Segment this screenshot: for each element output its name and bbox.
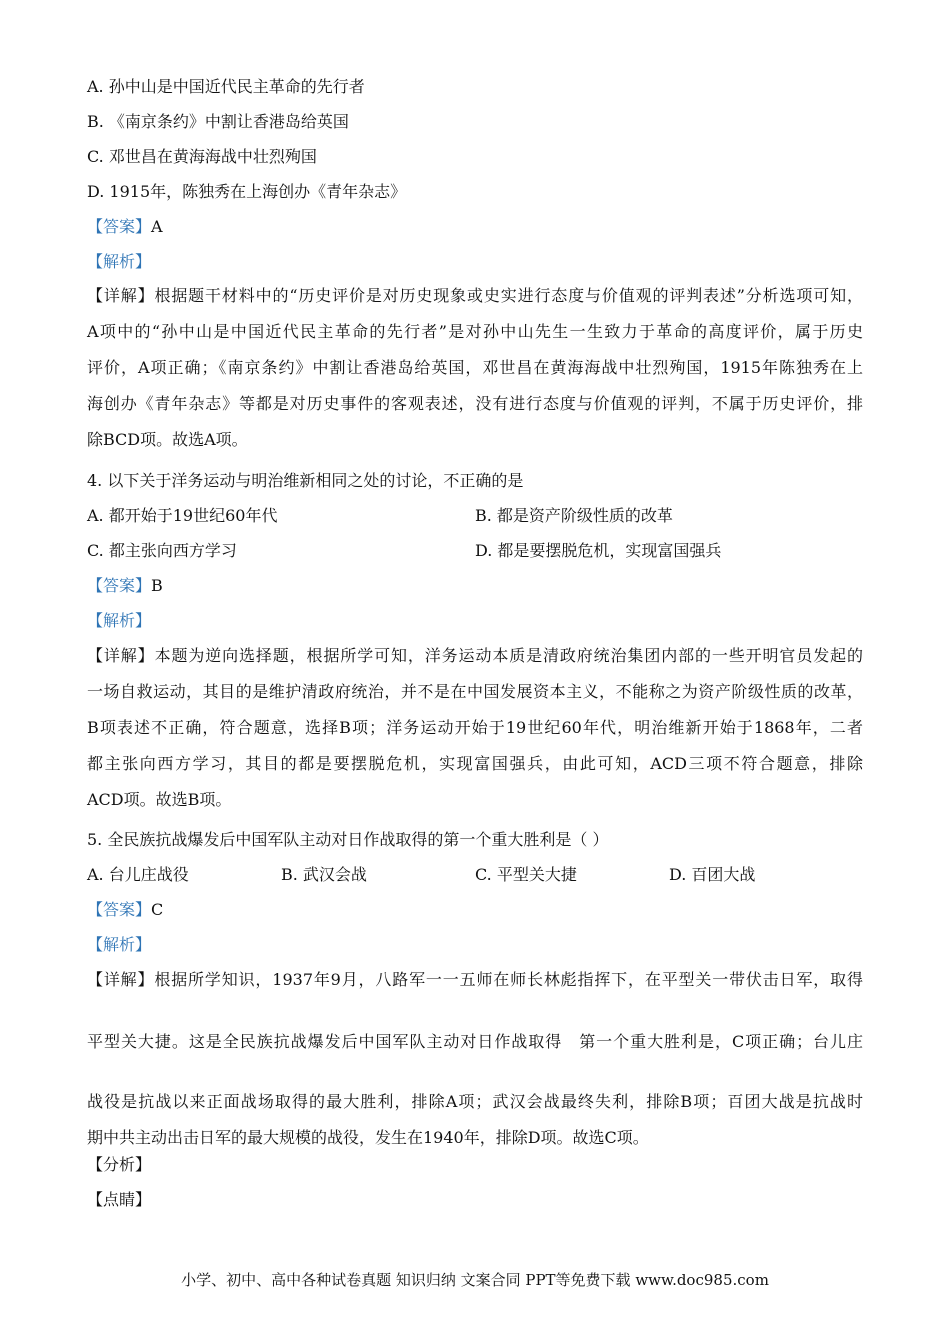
detail-line: 都主张向西方学习，其目的都是要摆脱危机，实现富国强兵，由此可知，ACD三项不符合题意，排除 <box>87 754 863 773</box>
q4-option-a: A. 都开始于19世纪60年代 <box>87 506 278 525</box>
q4-detail <box>87 646 863 810</box>
detail-line: 除BCD项。故选A项。 <box>87 430 248 449</box>
answer-tag: 【答案】 <box>87 576 152 595</box>
answer-tag: 【答案】 <box>87 900 152 919</box>
answer-value: C <box>151 900 164 919</box>
detail-line: 根据所学知识，1937年9月，八路军一一五师在师长林彪指挥下，在平型关一带伏击日军，取得 <box>154 970 863 989</box>
q5-option-c: C. 平型关大捷 <box>475 865 577 884</box>
detail-line: B项表述不正确，符合题意，选择B项；洋务运动开始于19世纪60年代，明治维新开始于1868年，二者 <box>87 718 863 737</box>
detail-tag: 【详解】 <box>87 970 155 989</box>
q4-option-b: B. 都是资产阶级性质的改革 <box>475 506 673 525</box>
q5-answer <box>87 900 163 920</box>
detail-line: 期中共主动出击日军的最大规模的战役，发生在1940年，排除D项。故选C项。 <box>87 1128 649 1147</box>
detail-line: 评价，A项正确；《南京条约》中割让香港岛给英国，邓世昌在黄海海战中壮烈殉国，1915年陈独秀在上 <box>87 358 863 377</box>
q3-option-c: C. 邓世昌在黄海海战中壮烈殉国 <box>87 147 317 166</box>
detail-line: 平型关大捷。这是全民族抗战爆发后中国军队主动对日作战取得 第一个重大胜利是，C项正确；台儿庄 <box>87 1032 863 1051</box>
q4-stem: 4. 以下关于洋务运动与明治维新相同之处的讨论，不正确的是 <box>87 471 524 490</box>
q3-option-d: D. 1915年，陈独秀在上海创办《青年杂志》 <box>87 182 407 201</box>
detail-line: ACD项。故选B项。 <box>87 790 232 809</box>
q4-answer <box>87 576 163 596</box>
q3-option-a: A. 孙中山是中国近代民主革命的先行者 <box>87 77 365 96</box>
detail-line: 战役是抗战以来正面战场取得的最大胜利，排除A项；武汉会战最终失利，排除B项；百团大战是抗战时 <box>87 1092 863 1111</box>
q5-detail <box>87 970 863 1148</box>
q3-analysis-tag: 【解析】 <box>87 252 152 271</box>
q5-option-a: A. 台儿庄战役 <box>87 865 189 884</box>
q5-option-b: B. 武汉会战 <box>281 865 367 884</box>
page-footer: 小学、初中、高中各种试卷真题 知识归纳 文案合同 PPT等免费下载 www.doc985.com <box>181 1271 769 1289</box>
detail-line: 本题为逆向选择题，根据所学可知，洋务运动本质是清政府统治集团内部的一些开明官员发起的 <box>154 646 863 665</box>
detail-tag: 【详解】 <box>87 646 155 665</box>
q4-analysis-tag: 【解析】 <box>87 611 152 630</box>
q3-detail <box>87 286 863 450</box>
answer-value: B <box>151 576 163 595</box>
answer-value: A <box>151 217 163 236</box>
answer-tag: 【答案】 <box>87 217 152 236</box>
q5-fenxi-tag: 【分析】 <box>87 1155 152 1174</box>
detail-line: 一场自救运动，其目的是维护清政府统治，并不是在中国发展资本主义，不能称之为资产阶级性质的改革， <box>87 682 863 701</box>
q3-option-b: B. 《南京条约》中割让香港岛给英国 <box>87 112 349 131</box>
q4-option-c: C. 都主张向西方学习 <box>87 541 237 560</box>
detail-line: 根据题干材料中的“历史评价是对历史现象或史实进行态度与价值观的评判表述”分析选项可知， <box>154 286 863 305</box>
q5-stem: 5. 全民族抗战爆发后中国军队主动对日作战取得的第一个重大胜利是（ ） <box>87 830 609 849</box>
q5-analysis-tag: 【解析】 <box>87 935 152 954</box>
detail-line: A项中的“孙中山是中国近代民主革命的先行者”是对孙中山先生一生致力于革命的高度评价，属于历史 <box>87 322 863 341</box>
detail-tag: 【详解】 <box>87 286 155 305</box>
q3-answer <box>87 217 163 237</box>
q5-dianjing-tag: 【点睛】 <box>87 1190 152 1209</box>
q5-option-d: D. 百团大战 <box>669 865 756 884</box>
detail-line: 海创办《青年杂志》等都是对历史事件的客观表述，没有进行态度与价值观的评判，不属于历史评价，排 <box>87 394 863 413</box>
q4-option-d: D. 都是要摆脱危机，实现富国强兵 <box>475 541 722 560</box>
